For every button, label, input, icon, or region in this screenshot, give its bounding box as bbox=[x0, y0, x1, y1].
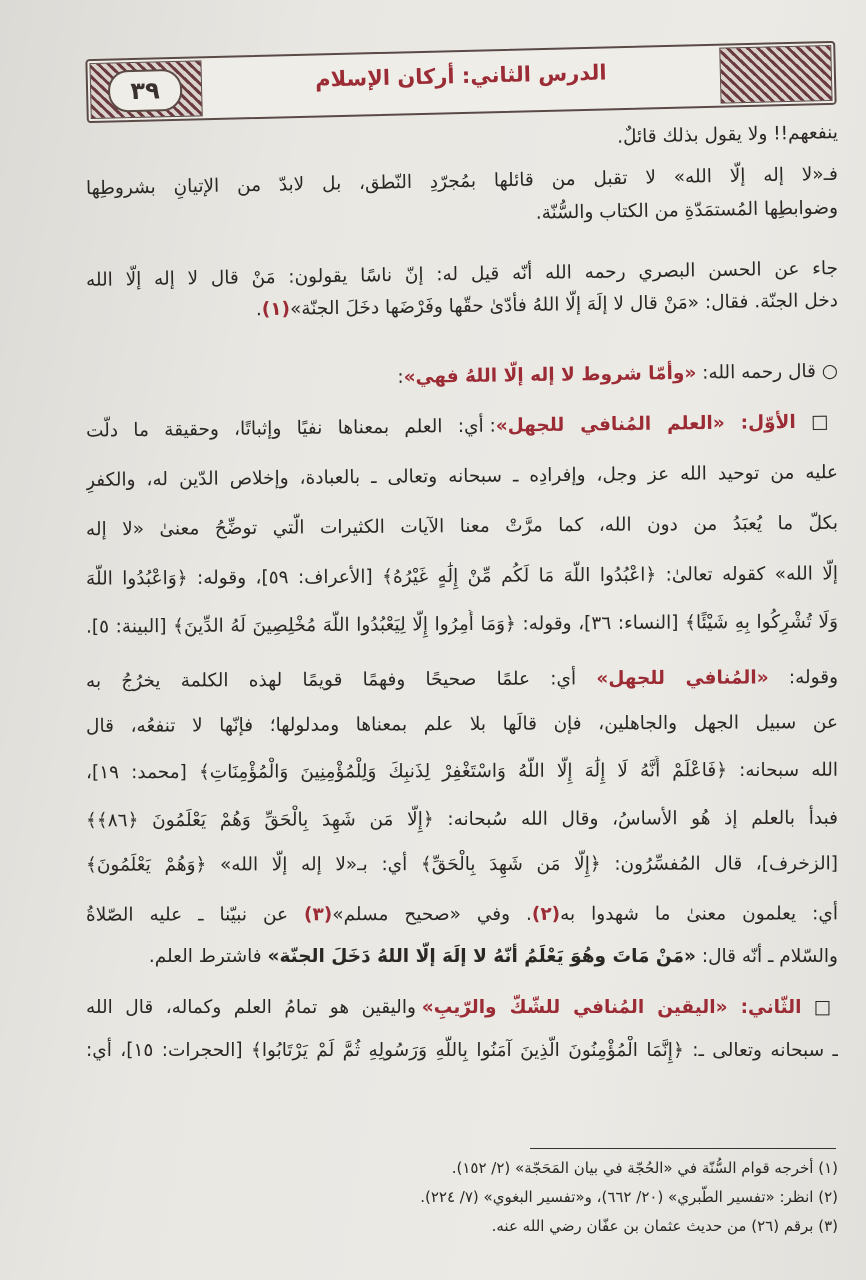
text-line bbox=[86, 458, 838, 498]
footnote-2: (٢) انظر: «تفسير الطّبري» (٢٠/ ٦٦٢)، و«تفسير البغوي» (٧/ ٢٢٤). bbox=[420, 1188, 838, 1206]
text-segment: : أي: العلم بمعناها نفيًا وإثباتًا، وحقيقة ما دلّت bbox=[85, 415, 496, 442]
text-line bbox=[86, 756, 838, 791]
footnote-3: (٣) برقم (٢٦) من حديث عثمان بن عفّان رضي الله عنه. bbox=[491, 1217, 838, 1235]
text-line bbox=[86, 663, 838, 699]
text-segment: . bbox=[255, 299, 262, 321]
footnote-1: (١) أخرجه قوام السُّنّة في «الحُجّة في بيان المَحَجّة» (٢/ ١٥٢). bbox=[451, 1159, 838, 1177]
text-segment: عن سبيل الجهل والجاهلين، فإن قالَها بلا علم بمعناها ومدلولها؛ فإنّها لا تنفعُه، قال bbox=[85, 712, 839, 737]
chapter-title: الدرس الثاني: أركان الإسلام bbox=[314, 60, 607, 92]
text-segment: . وفي «صحيح مسلم» bbox=[332, 903, 532, 926]
text-segment: والسّلام ـ أنّه قال: bbox=[695, 946, 838, 967]
text-segment: دخل الجنّة. فقال: «مَنْ قال لا إلَهَ إلّا اللهُ فأدّىٰ حقّها وفَرْضَها دخَلَ الجنّة» bbox=[289, 290, 839, 320]
highlighted-text: «وأمّا شروط لا إله إلّا اللهُ فهي» bbox=[403, 362, 697, 388]
text-segment: واليقين هو تمامُ العلم وكماله، قال الله bbox=[86, 997, 422, 1018]
highlighted-text: الأوّل: «العلم المُنافي للجهل» bbox=[495, 411, 796, 437]
text-segment: [الزخرف]، قال المُفسِّرُون: ﴿إِلَّا مَن شَهِدَ بِالْحَقِّ﴾ أي: بـ«لا إله إلّا الله» ﴿وَهُمْ يَعْلَمُونَ﴾ bbox=[85, 853, 839, 876]
highlighted-text: (٣) bbox=[304, 904, 333, 926]
text-segment: ـ سبحانه وتعالى ـ: ﴿إِنَّمَا الْمُؤْمِنُونَ الَّذِينَ آمَنُوا بِاللَّهِ وَرَسُولِهِ ثُمَّ لَمْ يَرْتَابُوا﴾ [الحجرات: ١٥]، أي: bbox=[86, 1040, 838, 1061]
text-segment: عن نبيّنا ـ عليه الصّلاةُ bbox=[85, 904, 305, 926]
text-line bbox=[86, 993, 838, 1025]
text-line bbox=[86, 559, 838, 596]
text-segment: □ bbox=[795, 411, 839, 433]
text-segment: فاشترط العلم. bbox=[148, 946, 268, 967]
text-segment: وَلَا تُشْرِكُوا بِهِ شَيْئًا﴾ [النساء: ٣٦]، وقوله: ﴿وَمَا أُمِرُوا إِلَّا لِيَعْبُدُوا اللَّهَ مُخْلِصِينَ لَهُ الدِّينَ﴾ [البينة: ٥]. bbox=[85, 611, 839, 638]
highlighted-text: الثّاني: «اليقين المُنافي للشّكّ والرّيبِ» bbox=[421, 997, 802, 1018]
footnote-divider bbox=[530, 1148, 836, 1149]
text-segment: إلّا الله» كقوله تعالىٰ: ﴿اعْبُدُوا اللَّهَ مَا لَكُم مِّنْ إِلَٰهٍ غَيْرُهُ﴾ [الأعراف: ٥٩]، وقوله: ﴿وَاعْبُدُوا اللَّهَ bbox=[85, 563, 839, 590]
text-segment: وضوابطِها المُستمَدّةِ من الكتاب والسُّنّة. bbox=[535, 197, 839, 224]
text-segment: : bbox=[397, 366, 404, 388]
text-line bbox=[86, 118, 839, 166]
text-line bbox=[86, 607, 838, 644]
text-segment: جاء عن الحسن البصري رحمه الله أنّه قيل له: إنّ ناسًا يقولون: مَنْ قال لا إله إلّا الله bbox=[85, 258, 839, 291]
text-line bbox=[86, 942, 838, 974]
text-segment: «مَنْ مَاتَ وهُوَ يَعْلَمُ أنّهُ لا إلَهَ إلّا اللهُ دَخَلَ الجنّة» bbox=[267, 946, 696, 967]
ornament-right bbox=[719, 45, 832, 104]
text-segment: عليه من توحيد الله عز وجل، وإفرادِه ـ سبحانه وتعالى ـ بالعبادة، وإخلاص الدّين له، والكفرِ bbox=[85, 462, 839, 491]
page-header-banner bbox=[85, 41, 836, 123]
text-segment: وقوله: bbox=[768, 667, 839, 689]
text-segment: أي: علمًا صحيحًا وفهمًا قويمًا لهذه الكلمة يخرُجُ به bbox=[85, 668, 597, 692]
highlighted-text: (١) bbox=[261, 298, 291, 321]
text-segment: ينفعهم!! ولا يقول بذلك قائلٌ. bbox=[616, 122, 839, 148]
text-line bbox=[86, 357, 838, 399]
text-segment: □ bbox=[801, 997, 838, 1018]
highlighted-text: (٢) bbox=[531, 903, 561, 925]
text-segment: بكلّ ما يُعبَدُ من دون الله، كما مرَّتْ معنا الآيات الكثيرات الّتي توضِّحُ معنىٰ «لا إله bbox=[85, 512, 839, 541]
text-line bbox=[86, 849, 838, 882]
text-segment: ○ قال رحمه الله: bbox=[696, 360, 839, 384]
text-segment: فـ«لا إله إلّا الله» لا تقبل من قائلها بمُجرّدِ النّطق، بل لابدّ من الإتيانِ بشروطِها bbox=[85, 163, 839, 200]
text-line bbox=[86, 1036, 838, 1068]
text-line bbox=[86, 804, 838, 839]
page-number: ٣٩ bbox=[108, 69, 183, 113]
text-segment: الله سبحانه: ﴿فَاعْلَمْ أَنَّهُ لَا إِلَٰهَ إِلَّا اللَّهُ وَاسْتَغْفِرْ لِذَنبِكَ وَلِلْمُؤْمِنِينَ وَالْمُؤْمِنَاتِ﴾ [محمد: ١٩]، bbox=[85, 759, 839, 784]
text-line bbox=[86, 708, 838, 744]
text-segment: أي: يعلمون معنىٰ ما شهدوا به bbox=[560, 903, 839, 925]
text-line bbox=[86, 407, 838, 448]
text-line bbox=[86, 509, 838, 548]
text-line bbox=[86, 899, 838, 932]
text-segment: فبدأ بالعلم إذ هُو الأساسُ، وقال الله سُبحانه: ﴿إِلَّا مَن شَهِدَ بِالْحَقِّ وَهُمْ يَعْلَمُونَ ﴿٨٦﴾﴾ bbox=[85, 807, 839, 832]
highlighted-text: «المُنافي للجهل» bbox=[596, 667, 769, 690]
